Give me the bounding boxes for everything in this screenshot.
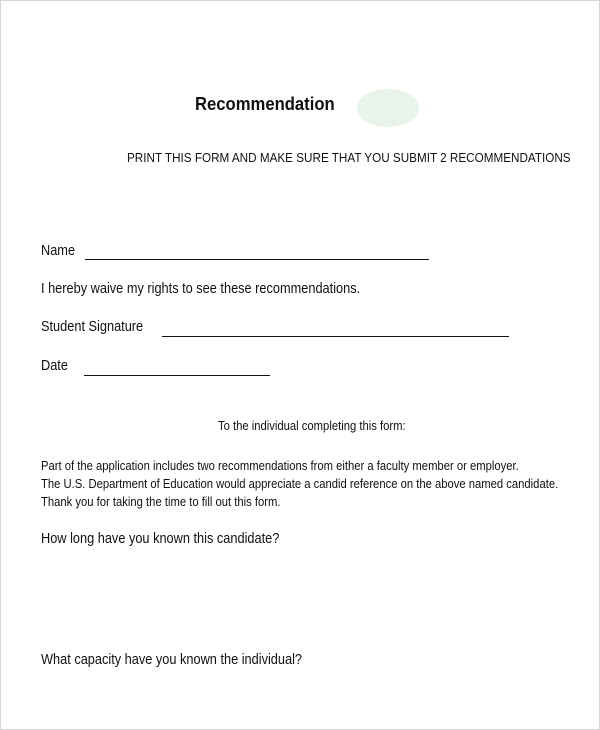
date-label: Date bbox=[41, 358, 68, 374]
date-field-line[interactable] bbox=[84, 375, 270, 376]
signature-field-line[interactable] bbox=[162, 336, 509, 337]
print-instruction: PRINT THIS FORM AND MAKE SURE THAT YOU SUBMIT 2 RECOMMENDATIONS bbox=[127, 150, 571, 165]
form-title: Recommendation bbox=[195, 93, 335, 114]
instructions-paragraph bbox=[41, 457, 558, 511]
waiver-statement: I hereby waive my rights to see these recommendations. bbox=[41, 281, 361, 297]
paragraph-line: The U.S. Department of Education would appreciate a candid reference on the above named candidate. bbox=[41, 477, 559, 491]
question-known-capacity: What capacity have you known the individual? bbox=[41, 652, 303, 668]
question-known-duration: How long have you known this candidate? bbox=[41, 531, 280, 547]
signature-label: Student Signature bbox=[41, 319, 144, 335]
addressee-line: To the individual completing this form: bbox=[218, 419, 406, 433]
paragraph-line: Thank you for taking the time to fill out this form. bbox=[41, 495, 281, 509]
stamp-smudge bbox=[357, 89, 419, 127]
paragraph-line: Part of the application includes two recommendations from either a faculty member or employer. bbox=[41, 459, 519, 473]
name-label: Name bbox=[41, 243, 76, 259]
name-field-line[interactable] bbox=[85, 259, 429, 260]
